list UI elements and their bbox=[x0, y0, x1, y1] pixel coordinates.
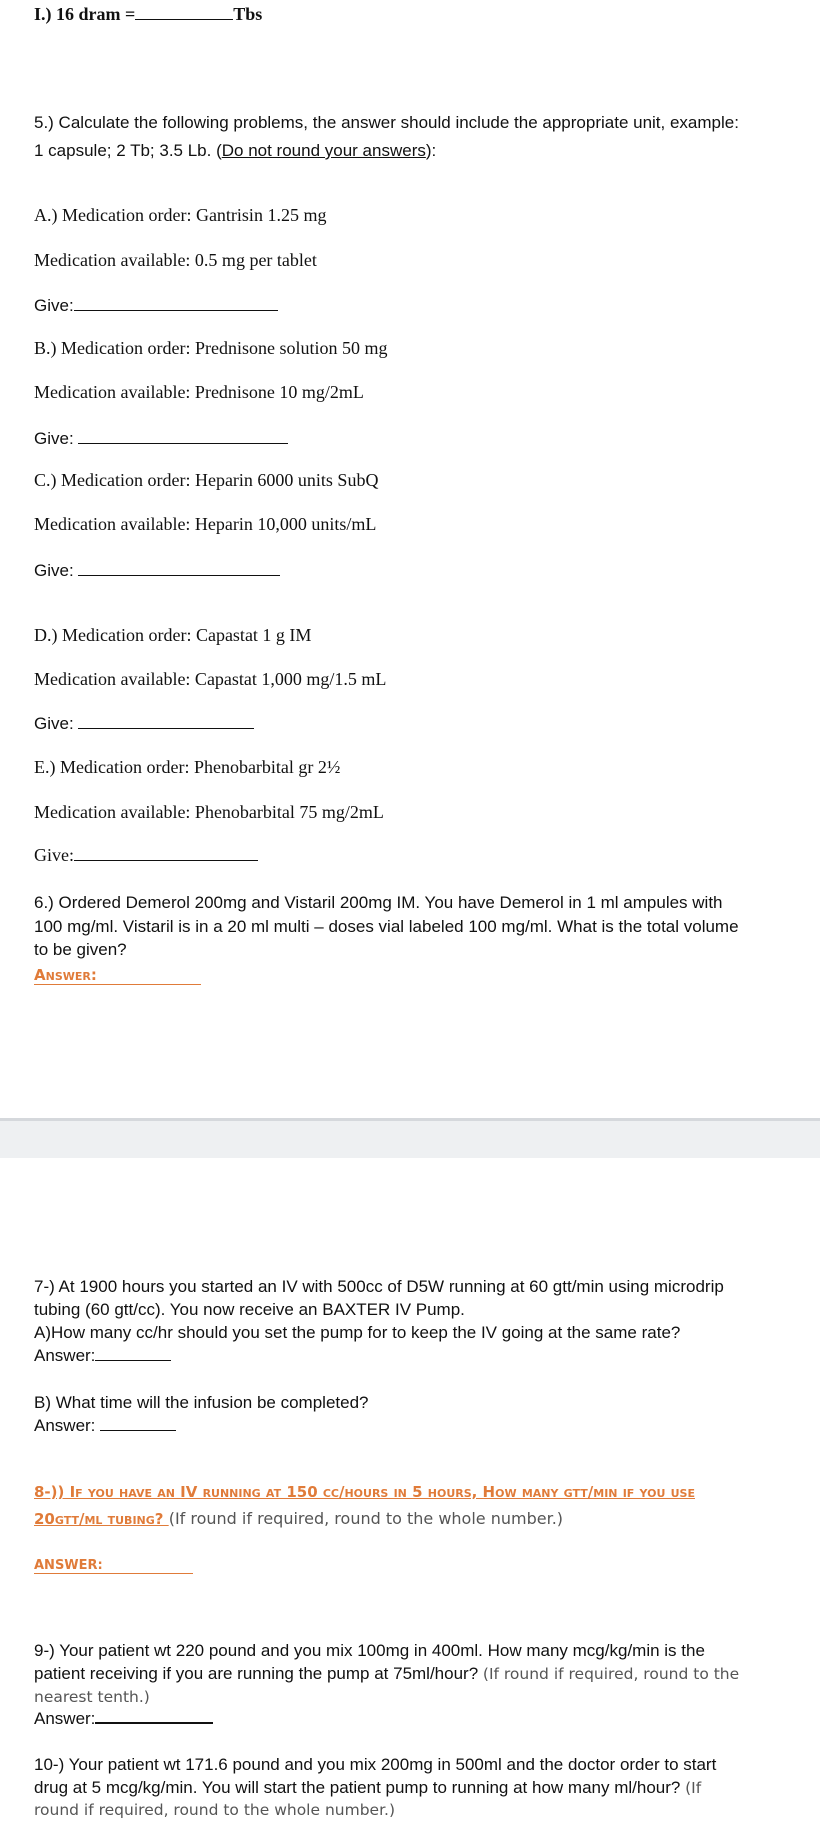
q5b-order: B.) Medication order: Prednisone solution 50 mg bbox=[34, 338, 388, 358]
answer-blank-9[interactable] bbox=[95, 1721, 213, 1724]
q8-answer-label[interactable]: ANSWER: bbox=[34, 1558, 193, 1574]
question-i bbox=[34, 4, 262, 25]
q5b-give: Give: bbox=[34, 429, 288, 449]
question-i-unit: Tbs bbox=[233, 4, 263, 24]
q9-line2: patient receiving if you are running the pump at 75ml/hour? (If round if required, round to the bbox=[34, 1664, 740, 1683]
q8-line2: 20gtt/ml tubing? (If round if required, round to the whole number.) bbox=[34, 1509, 564, 1528]
q10-line2: drug at 5 mcg/kg/min. You will start the patient pump to running at how many ml/hour? (If bbox=[34, 1778, 702, 1797]
do-not-round-note: Do not round your answers bbox=[221, 141, 426, 160]
q7-line1: 7-) At 1900 hours you started an IV with 500cc of D5W running at 60 gtt/min using microdrip bbox=[34, 1277, 724, 1296]
q5e-order: E.) Medication order: Phenobarbital gr 2½ bbox=[34, 757, 341, 777]
q9-line3: nearest tenth.) bbox=[34, 1688, 150, 1706]
q5a-give: Give: bbox=[34, 296, 278, 316]
q8-answer bbox=[34, 1556, 193, 1574]
q6-line2: 100 mg/ml. Vistaril is in a 20 ml multi – doses vial labeled 100 mg/ml. What is the total volume bbox=[34, 917, 739, 936]
answer-blank-7a[interactable] bbox=[95, 1359, 171, 1361]
answer-blank-i[interactable] bbox=[135, 18, 233, 20]
q5d-give: Give: bbox=[34, 714, 254, 734]
q5c-available: Medication available: Heparin 10,000 units/mL bbox=[34, 514, 377, 534]
q6-answer-label[interactable]: Answer: bbox=[34, 966, 201, 985]
answer-blank-5b[interactable] bbox=[78, 442, 288, 444]
answer-blank-5a[interactable] bbox=[74, 309, 278, 311]
q5a-available: Medication available: 0.5 mg per tablet bbox=[34, 250, 317, 270]
q5e-available: Medication available: Phenobarbital 75 mg/2mL bbox=[34, 802, 384, 822]
q5c-order: C.) Medication order: Heparin 6000 units SubQ bbox=[34, 470, 379, 490]
q9-line1: 9-) Your patient wt 220 pound and you mix 100mg in 400ml. How many mcg/kg/min is the bbox=[34, 1641, 705, 1660]
answer-blank-5d[interactable] bbox=[78, 727, 254, 729]
question-i-label: I.) 16 dram = bbox=[34, 4, 136, 24]
q5c-give: Give: bbox=[34, 561, 280, 581]
q9-answer: Answer: bbox=[34, 1709, 213, 1729]
q5a-order: A.) Medication order: Gantrisin 1.25 mg bbox=[34, 205, 327, 225]
page-break-divider bbox=[0, 1118, 820, 1158]
q8-line1: 8-)) If you have an IV running at 150 cc/hours in 5 hours, How many gtt/min if you use bbox=[34, 1483, 695, 1501]
q6-line1: 6.) Ordered Demerol 200mg and Vistaril 200mg IM. You have Demerol in 1 ml ampules with bbox=[34, 893, 723, 912]
answer-blank-5c[interactable] bbox=[78, 574, 280, 576]
q5b-available: Medication available: Prednisone 10 mg/2mL bbox=[34, 382, 364, 402]
q7-line2: tubing (60 gtt/cc). You now receive an BAXTER IV Pump. bbox=[34, 1300, 465, 1319]
q10-line1: 10-) Your patient wt 171.6 pound and you mix 200mg in 500ml and the doctor order to start bbox=[34, 1755, 717, 1774]
q5d-order: D.) Medication order: Capastat 1 g IM bbox=[34, 625, 312, 645]
q5e-give: Give: bbox=[34, 845, 258, 866]
q7-line4: B) What time will the infusion be completed? bbox=[34, 1393, 369, 1412]
answer-blank-7b[interactable] bbox=[100, 1429, 176, 1431]
q5-intro-line2: 1 capsule; 2 Tb; 3.5 Lb. (Do not round your answers): bbox=[34, 141, 437, 160]
q7-answer-b: Answer: bbox=[34, 1416, 176, 1436]
q7-line3: A)How many cc/hr should you set the pump for to keep the IV going at the same rate? bbox=[34, 1323, 681, 1342]
q6-answer bbox=[34, 966, 201, 985]
q5d-available: Medication available: Capastat 1,000 mg/1.5 mL bbox=[34, 669, 387, 689]
answer-blank-5e[interactable] bbox=[74, 859, 258, 861]
q10-line3: round if required, round to the whole number.) bbox=[34, 1801, 395, 1819]
q7-answer-a: Answer: bbox=[34, 1346, 171, 1366]
q6-line3: to be given? bbox=[34, 940, 127, 959]
q5-intro-line1: 5.) Calculate the following problems, the answer should include the appropriate unit, example: bbox=[34, 113, 739, 132]
